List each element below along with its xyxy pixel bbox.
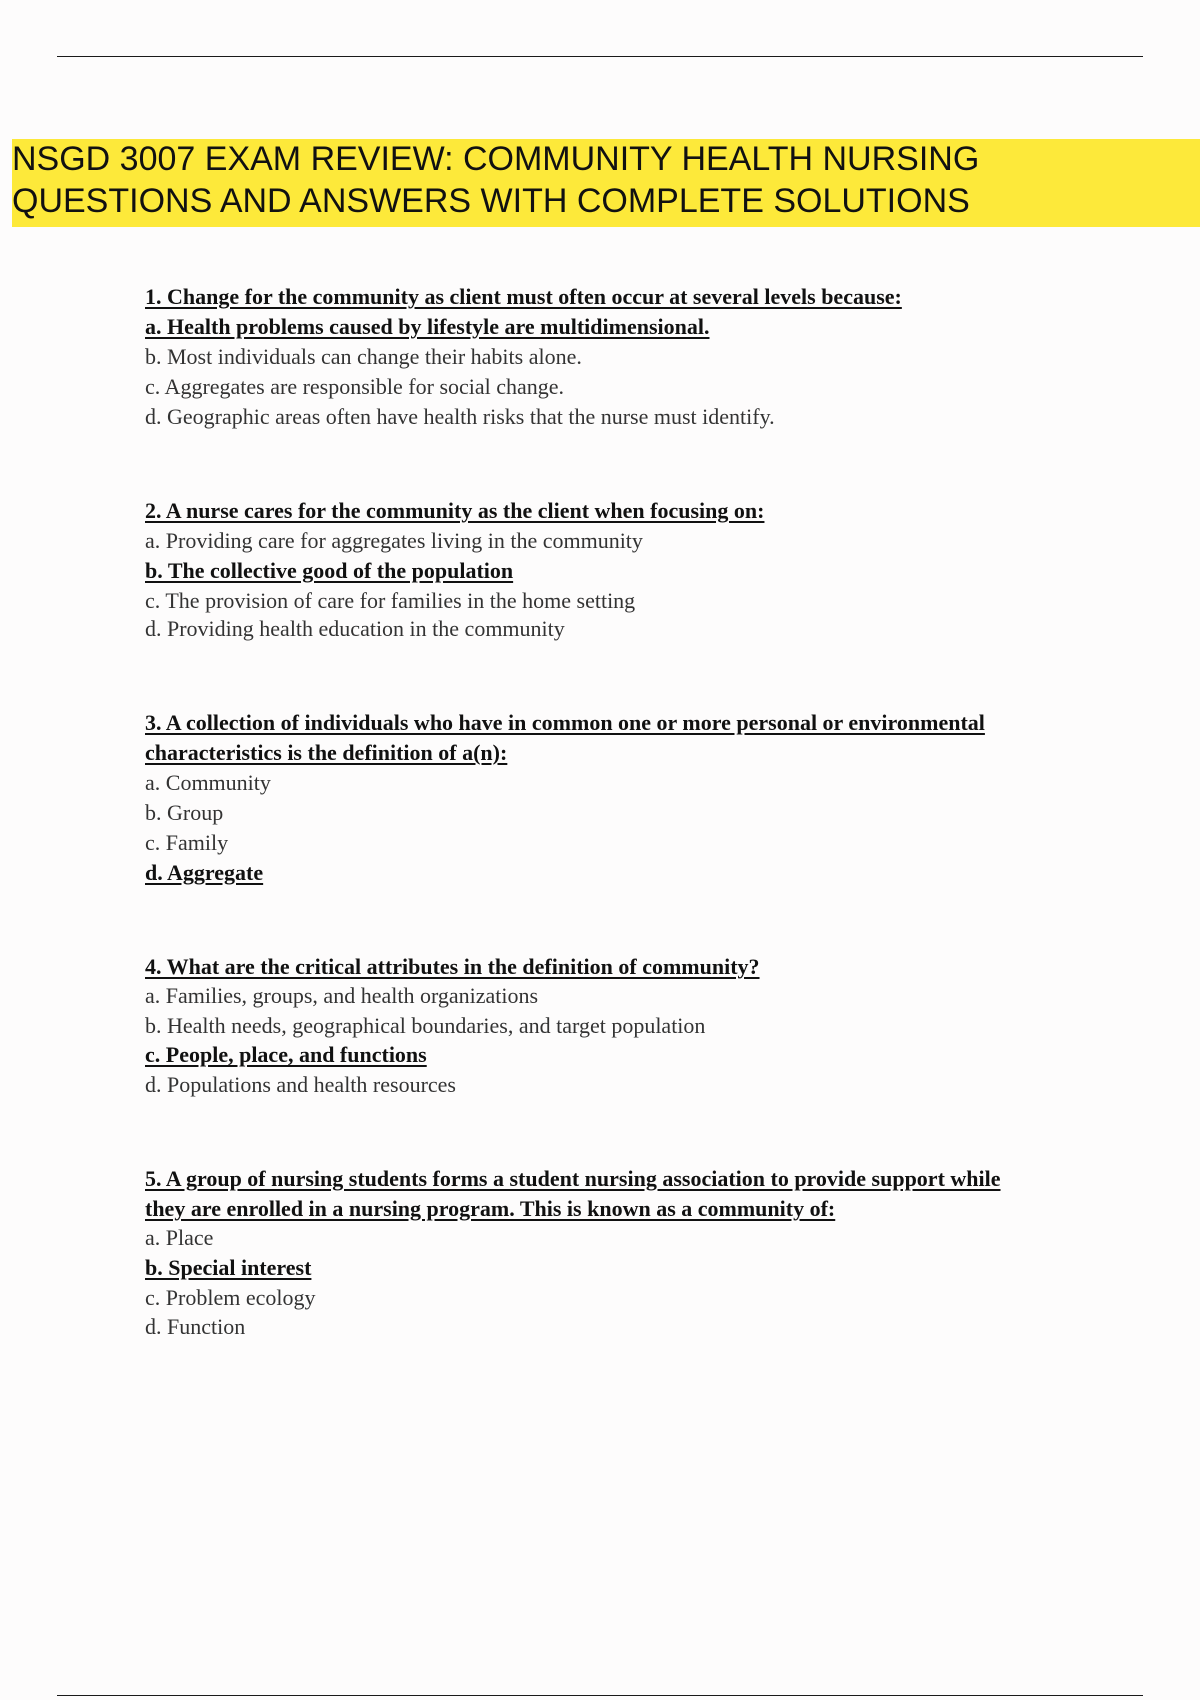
question-4-text: 4. What are the critical attributes in the definition of community? — [145, 954, 760, 979]
question-4-option-a: a. Families, groups, and health organizations — [145, 983, 539, 1008]
question-5-option-c: c. Problem ecology — [145, 1285, 316, 1310]
question-2-option-c: c. The provision of care for families in the home setting — [145, 588, 636, 613]
question-2-text: 2. A nurse cares for the community as the client when focusing on: — [145, 498, 765, 523]
question-3-option-c: c. Family — [145, 830, 229, 855]
question-5-option-b: b. Special interest — [145, 1255, 312, 1280]
question-3-option-d: d. Aggregate — [145, 860, 264, 885]
question-2-option-d: d. Providing health education in the community — [145, 616, 565, 641]
question-1-option-a: a. Health problems caused by lifestyle are multidimensional. — [145, 314, 710, 339]
question-1-option-d: d. Geographic areas often have health risks that the nurse must identify. — [145, 404, 775, 429]
question-4-option-d: d. Populations and health resources — [145, 1072, 456, 1097]
question-1-option-b: b. Most individuals can change their habits alone. — [145, 344, 582, 369]
title-line-2: QUESTIONS AND ANSWERS WITH COMPLETE SOLUTIONS — [12, 182, 970, 220]
question-5-text-line-1: 5. A group of nursing students forms a student nursing association to provide support while — [145, 1166, 1001, 1191]
question-3-option-b: b. Group — [145, 800, 224, 825]
question-1-option-c: c. Aggregates are responsible for social change. — [145, 374, 565, 399]
question-2-option-a: a. Providing care for aggregates living in the community — [145, 528, 643, 553]
bottom-rule — [57, 1695, 1143, 1696]
top-rule — [57, 56, 1143, 57]
question-5-option-a: a. Place — [145, 1225, 214, 1250]
question-2-option-b: b. The collective good of the population — [145, 558, 514, 583]
question-1-text: 1. Change for the community as client must often occur at several levels because: — [145, 284, 902, 309]
question-3-text-line-2: characteristics is the definition of a(n): — [145, 740, 508, 765]
document-title — [12, 139, 1200, 227]
question-5-text-line-2: they are enrolled in a nursing program. This is known as a community of: — [145, 1196, 836, 1221]
question-3-text-line-1: 3. A collection of individuals who have in common one or more personal or environmental — [145, 710, 985, 735]
question-4-option-c: c. People, place, and functions — [145, 1042, 427, 1067]
question-4-option-b: b. Health needs, geographical boundaries, and target population — [145, 1013, 706, 1038]
question-3-option-a: a. Community — [145, 770, 271, 795]
title-line-1: NSGD 3007 EXAM REVIEW: COMMUNITY HEALTH NURSING — [12, 140, 980, 178]
question-5-option-d: d. Function — [145, 1314, 246, 1339]
